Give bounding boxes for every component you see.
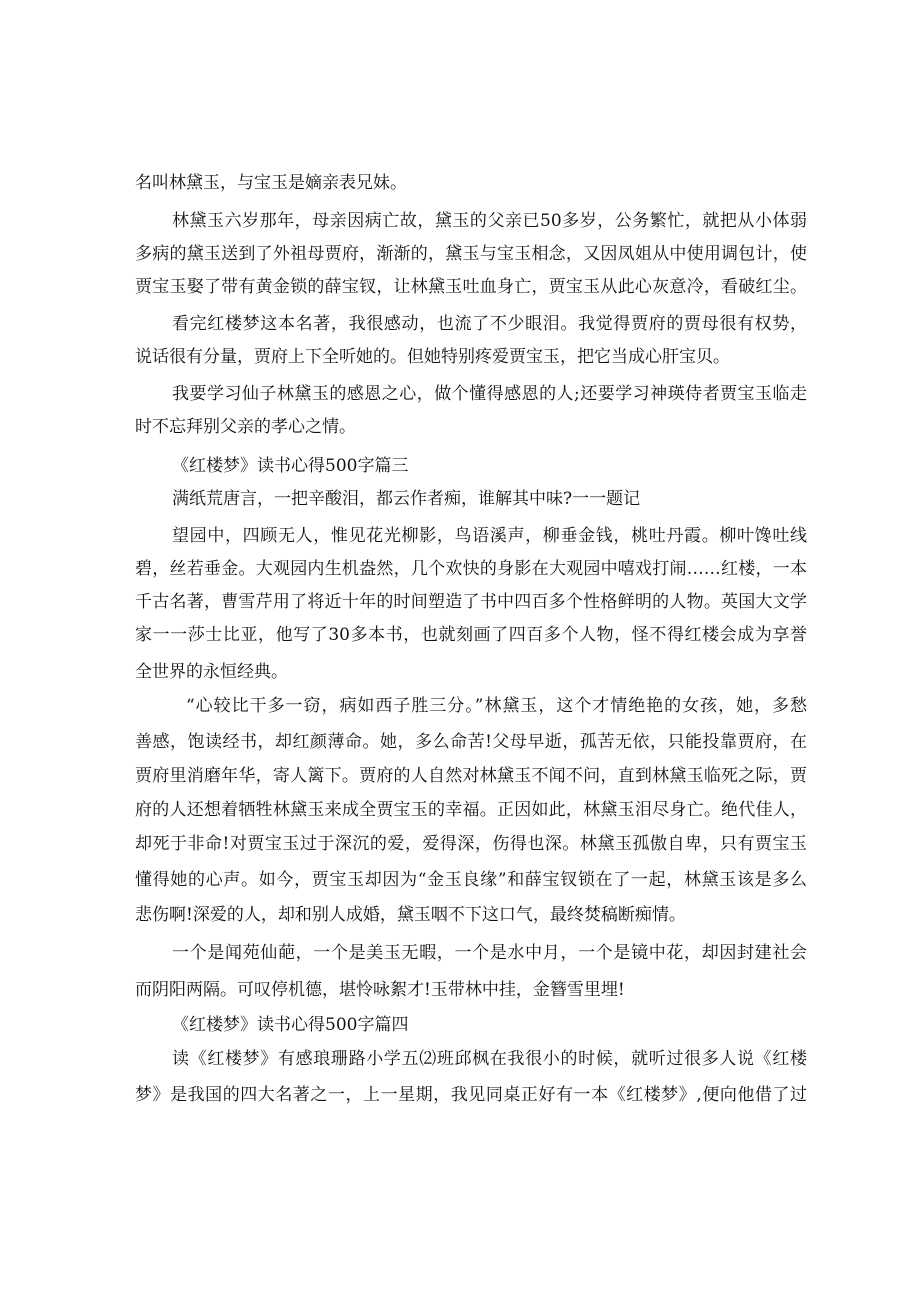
text-line: 时不忘拜别父亲的孝心之情。 <box>135 417 356 437</box>
text-line: 多病的黛玉送到了外祖母贾府，渐渐的，黛玉与宝玉相念，又因凤姐从中使用调包计，使 <box>135 244 807 264</box>
text-line: 我要学习仙子林黛玉的感恩之心，做个懂得感恩的人;还要学习神瑛侍者贾宝玉临走 <box>172 384 807 404</box>
text-line: 懂得她的心声。如今，贾宝玉却因为“金玉良缘”和薛宝钗锁在了一起，林黛玉该是多么 <box>135 870 807 890</box>
text-line: 看完红楼梦这本名著，我很感动，也流了不少眼泪。我觉得贾府的贾母很有权势， <box>172 314 807 334</box>
text-line: 碧，丝若垂金。大观园内生机盎然，几个欢快的身影在大观园中嘻戏打闹……红楼，一本 <box>135 559 807 579</box>
text-line: 说话很有分量，贾府上下全听她的。但她特别疼爱贾宝玉，把它当成心肝宝贝。 <box>135 347 730 367</box>
text-line: 府的人还想着牺牲林黛玉来成全贾宝玉的幸福。正因如此，林黛玉泪尽身亡。绝代佳人， <box>135 800 807 820</box>
text-line: 贾宝玉娶了带有黄金锁的薛宝钗，让林黛玉吐血身亡，贾宝玉从此心灰意冷，看破红尘。 <box>135 277 807 297</box>
text-line: 读《红楼梦》有感琅珊路小学五⑵班邱枫在我很小的时候，就听过很多人说《红楼 <box>172 1049 807 1069</box>
text-line: 全世界的永恒经典。 <box>135 662 288 682</box>
text-line: “心较比干多一窃，病如西子胜三分。”林黛玉，这个才情绝艳的女孩，她，多愁 <box>186 696 807 716</box>
section-heading: 《红楼梦》读书心得500字篇四 <box>172 1015 409 1035</box>
text-line: 家一一莎士比亚，他写了30多本书，也就刻画了四百多个人物，怪不得红楼会成为享誉 <box>135 625 807 645</box>
section-heading: 《红楼梦》读书心得500字篇三 <box>172 456 409 476</box>
text-line: 林黛玉六岁那年，母亲因病亡故，黛玉的父亲已50多岁，公务繁忙，就把从小体弱 <box>172 211 807 231</box>
text-line: 梦》是我国的四大名著之一，上一星期，我见同桌正好有一本《红楼梦》,便向他借了过 <box>135 1085 807 1105</box>
text-line: 千古名著，曹雪芹用了将近十年的时间塑造了书中四百多个性格鲜明的人物。英国大文学 <box>135 592 807 612</box>
text-line: 一个是闻苑仙葩，一个是美玉无暇，一个是水中月，一个是镜中花，却因封建社会 <box>172 943 807 963</box>
text-line: 满纸荒唐言，一把辛酸泪，都云作者痴，谁解其中味?一一题记 <box>172 489 641 509</box>
text-line: 名叫林黛玉，与宝玉是嫡亲表兄妹。 <box>135 173 407 193</box>
text-line: 却死于非命!对贾宝玉过于深沉的爱，爱得深，伤得也深。林黛玉孤傲自卑，只有贾宝玉 <box>135 834 807 854</box>
text-line: 望园中，四顾无人，惟见花光柳影，鸟语溪声，柳垂金钱，桃吐丹霞。柳叶馋吐线 <box>172 526 807 546</box>
text-line: 而阴阳两隔。可叹停机德，堪怜咏絮才!玉带林中挂，金簪雪里埋! <box>135 980 625 1000</box>
text-line: 悲伤啊!深爱的人，却和别人成婚，黛玉咽不下这口气，最终焚稿断痴情。 <box>135 905 686 925</box>
text-line: 贾府里消磨年华，寄人篱下。贾府的人自然对林黛玉不闻不问，直到林黛玉临死之际，贾 <box>135 766 807 786</box>
text-line: 善感，饱读经书，却红颜薄命。她，多么命苦!父母早逝，孤苦无依，只能投靠贾府，在 <box>135 732 807 752</box>
